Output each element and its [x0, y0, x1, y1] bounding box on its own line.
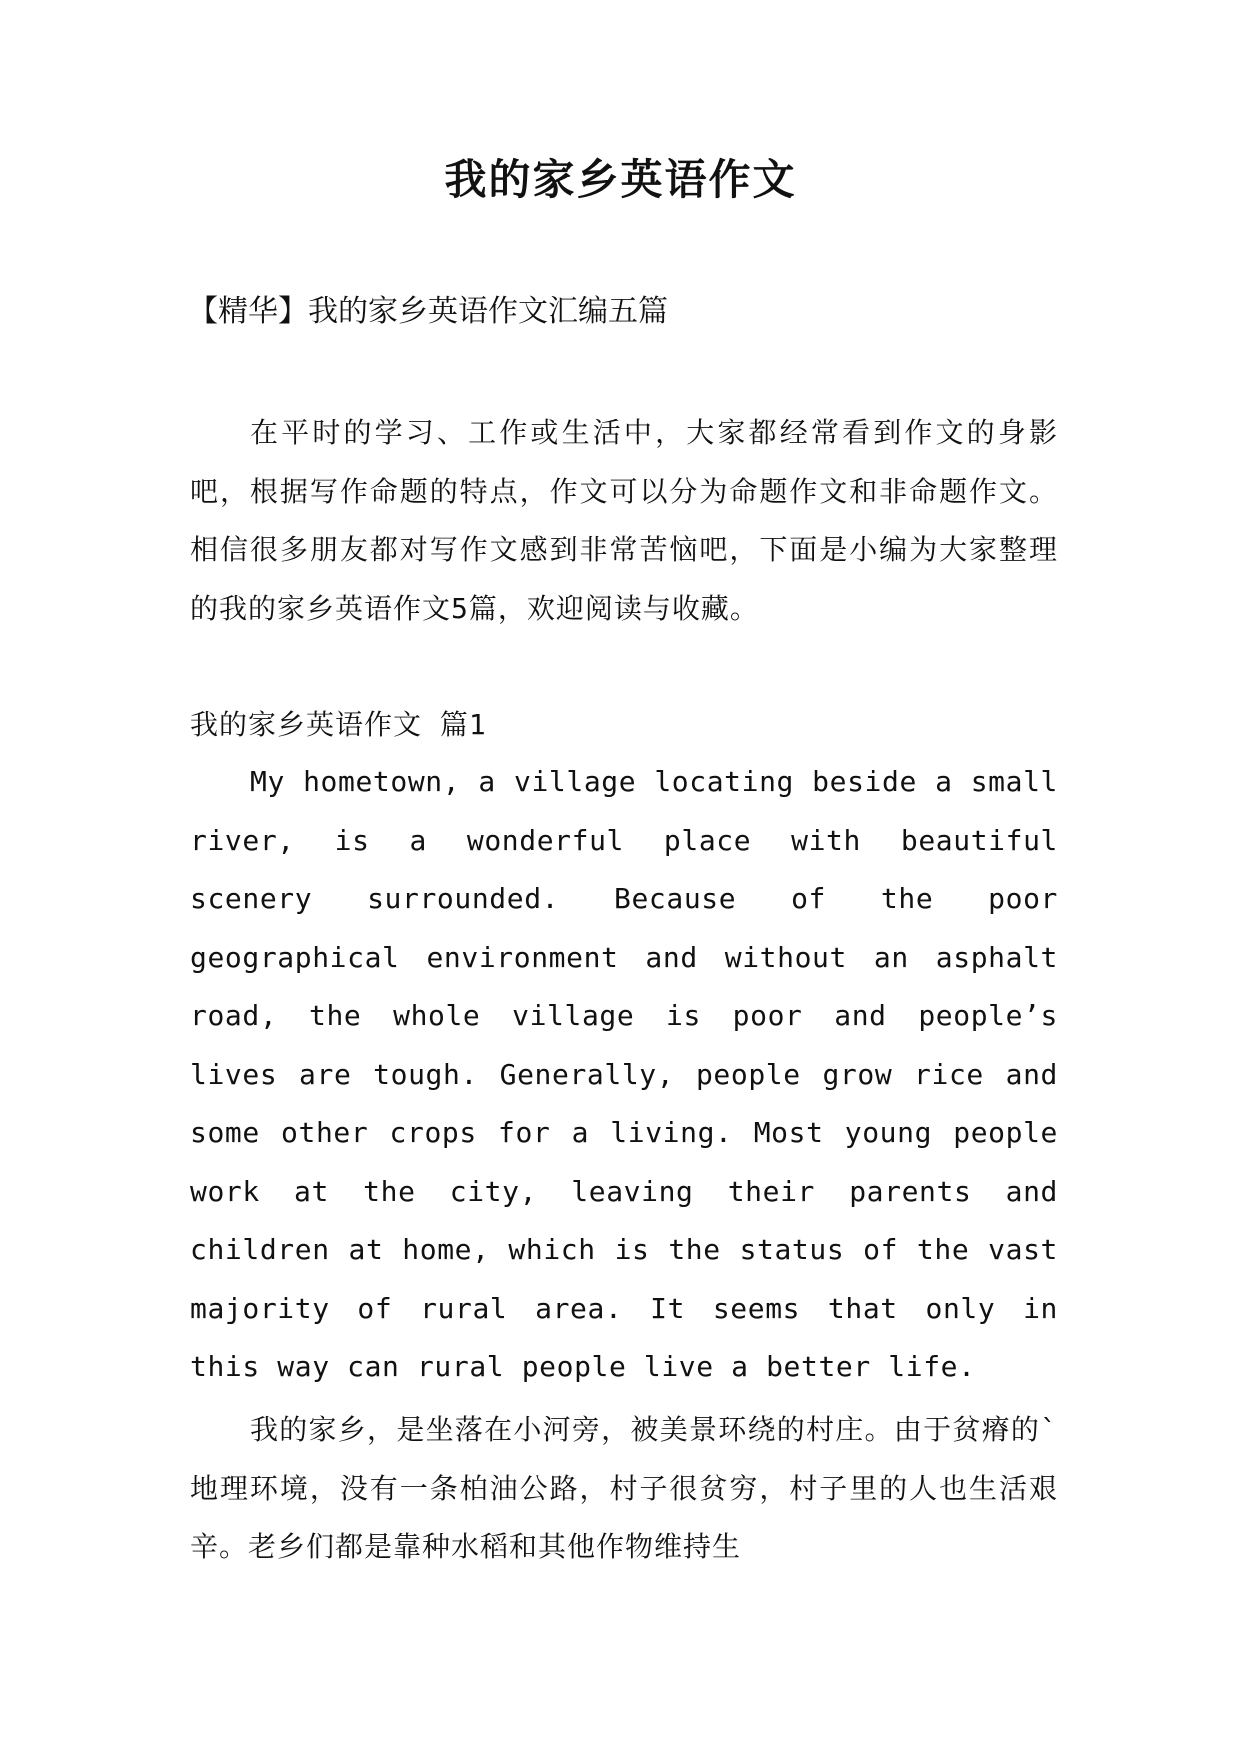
english-paragraph: My hometown, a village locating beside a small river, is a wonderful place with beautiful scenery surrounded. Because of the poor geographical environment and without an asphalt road, the whole village is poor and people’s lives are tough. Generally, people grow rice and some other crops for a living. Most young people work at the city, leaving their parents and children at home, which is the status of the vast majority of rural area. It seems that only in this way can rural people live a better life. [190, 765, 1058, 1383]
document-title: 我的家乡英语作文 [444, 155, 797, 204]
intro-paragraph: 在平时的学习、工作或生活中，大家都经常看到作文的身影吧，根据写作命题的特点，作文可以分为命题作文和非命题作文。相信很多朋友都对写作文感到非常苦恼吧，下面是小编为大家整理的我的家乡英语作文5篇，欢迎阅读与收藏。 [190, 416, 1058, 625]
document-subtitle: 【精华】我的家乡英语作文汇编五篇 [188, 294, 668, 329]
section-heading: 我的家乡英语作文 篇1 [190, 708, 487, 741]
chinese-paragraph: 我的家乡，是坐落在小河旁，被美景环绕的村庄。由于贫瘠的`地理环境，没有一条柏油公路，村子很贫穷，村子里的人也生活艰辛。老乡们都是靠种水稻和其他作物维持生 [190, 1413, 1058, 1563]
